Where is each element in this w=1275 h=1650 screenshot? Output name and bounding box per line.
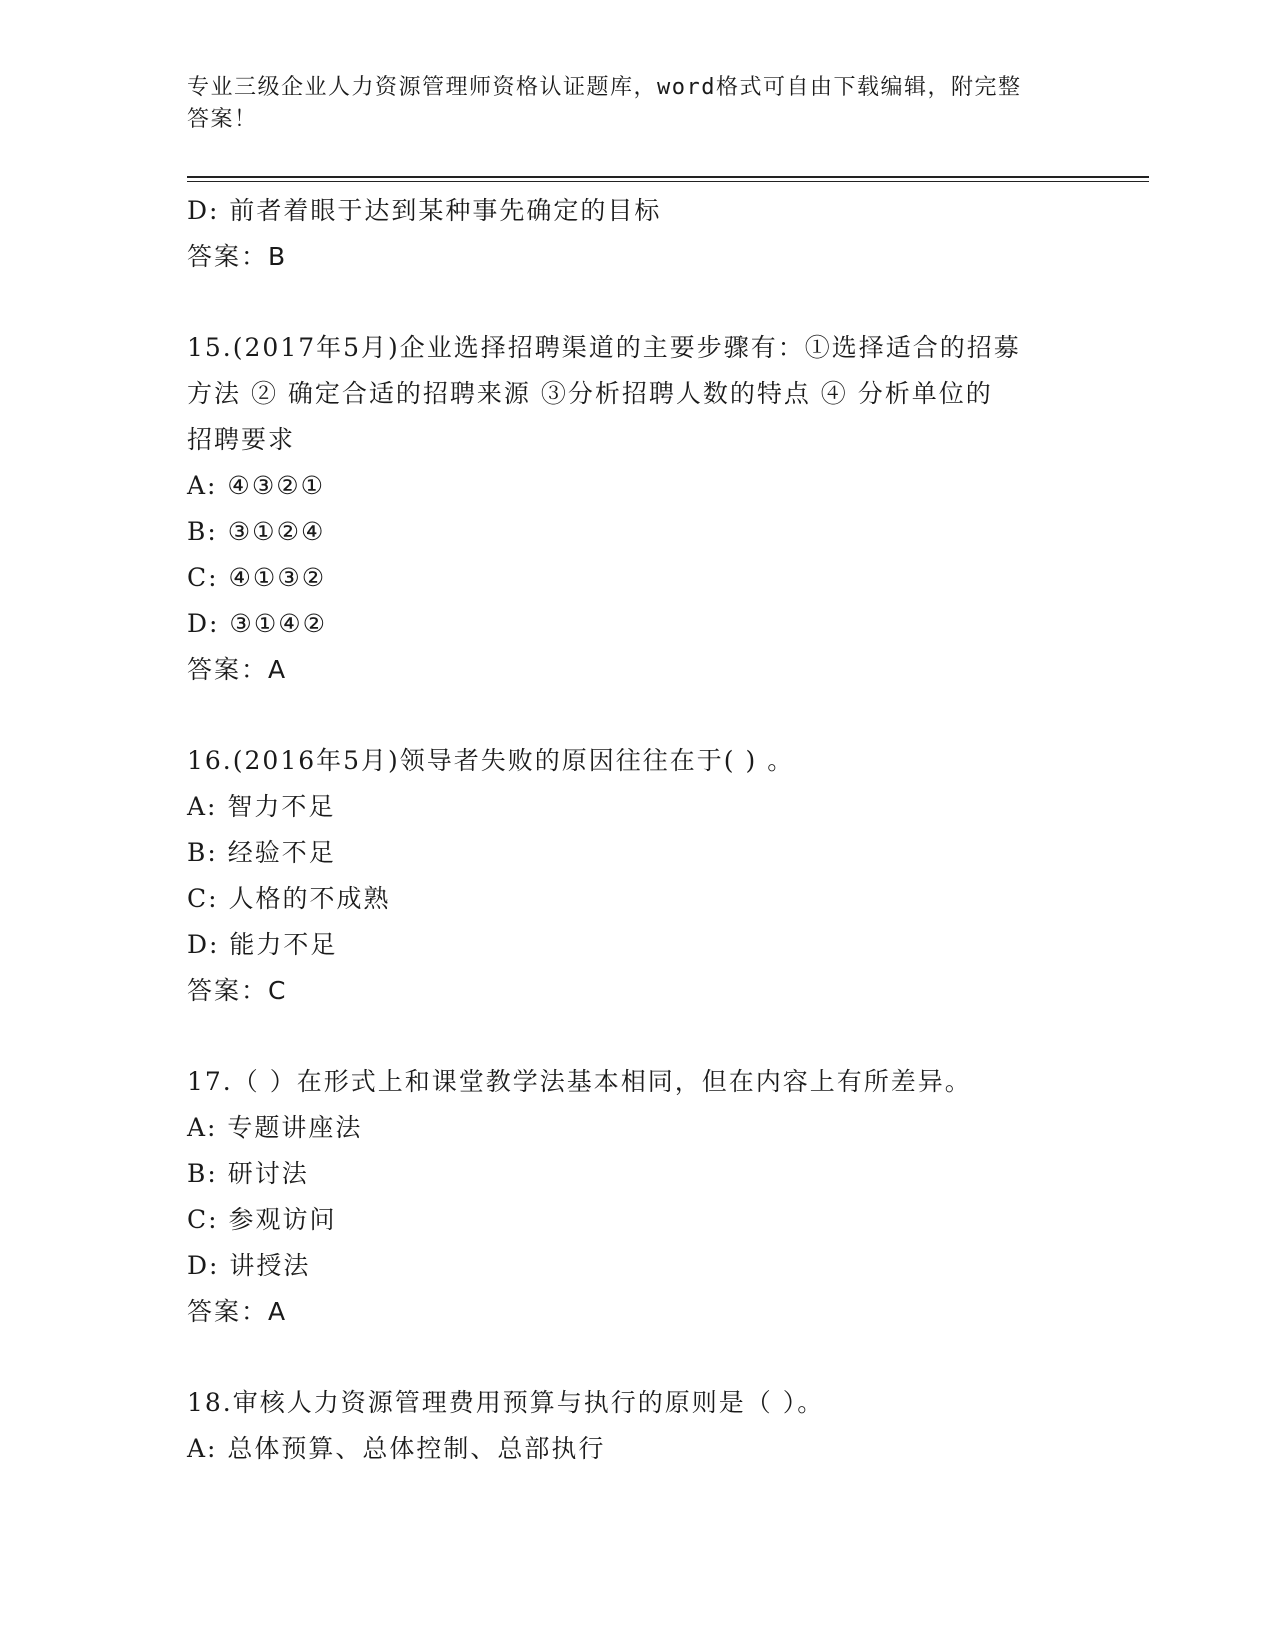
header-divider-thick [187,176,1149,178]
question-16 [187,738,1087,1014]
question-18 [187,1380,1087,1472]
answer-line: 答案：C [187,976,288,1005]
question-15 [187,325,1087,693]
option-b: B: 研讨法 [187,1159,309,1188]
header-line-2: 答案！ [187,107,258,132]
question-17 [187,1059,1087,1335]
option-d: D: ③①④② [187,609,328,638]
option-b: B: 经验不足 [187,838,336,867]
spacer [187,693,1087,738]
question-stem-line: 15.(2017年5月)企业选择招聘渠道的主要步骤有：①选择适合的招募 [187,333,1021,362]
question-content [187,188,1087,1472]
option-b: B: ③①②④ [187,517,326,546]
question-stem-line: 招聘要求 [187,425,296,454]
option-c: C: ④①③② [187,563,327,592]
option-a: A: ④③②① [187,471,326,500]
option-c: C: 参观访问 [187,1205,337,1234]
page-header [187,72,1067,136]
option-a: A: 专题讲座法 [187,1113,363,1142]
answer-line: 答案：A [187,1297,288,1326]
header-line-1: 专业三级企业人力资源管理师资格认证题库，word格式可自由下载编辑，附完整 [187,75,1022,100]
option-a: A: 总体预算、总体控制、总部执行 [187,1434,606,1463]
question-stem-line: 18.审核人力资源管理费用预算与执行的原则是（ ）。 [187,1388,825,1417]
question-stem-line: 方法 ② 确定合适的招聘来源 ③分析招聘人数的特点 ④ 分析单位的 [187,379,993,408]
option-a: A: 智力不足 [187,792,336,821]
option-d: D: 前者着眼于达到某种事先确定的目标 [187,196,662,225]
option-d: D: 讲授法 [187,1251,311,1280]
spacer [187,1014,1087,1059]
spacer [187,280,1087,325]
option-c: C: 人格的不成熟 [187,884,391,913]
question-stem-line: 16.(2016年5月)领导者失败的原因往往在于( ) 。 [187,746,795,775]
answer-line: 答案：B [187,242,288,271]
answer-line: 答案：A [187,655,288,684]
option-d: D: 能力不足 [187,930,338,959]
question-stem-line: 17.（ ）在形式上和课堂教学法基本相同，但在内容上有所差异。 [187,1067,972,1096]
spacer [187,1335,1087,1380]
header-divider-thin [187,181,1149,182]
